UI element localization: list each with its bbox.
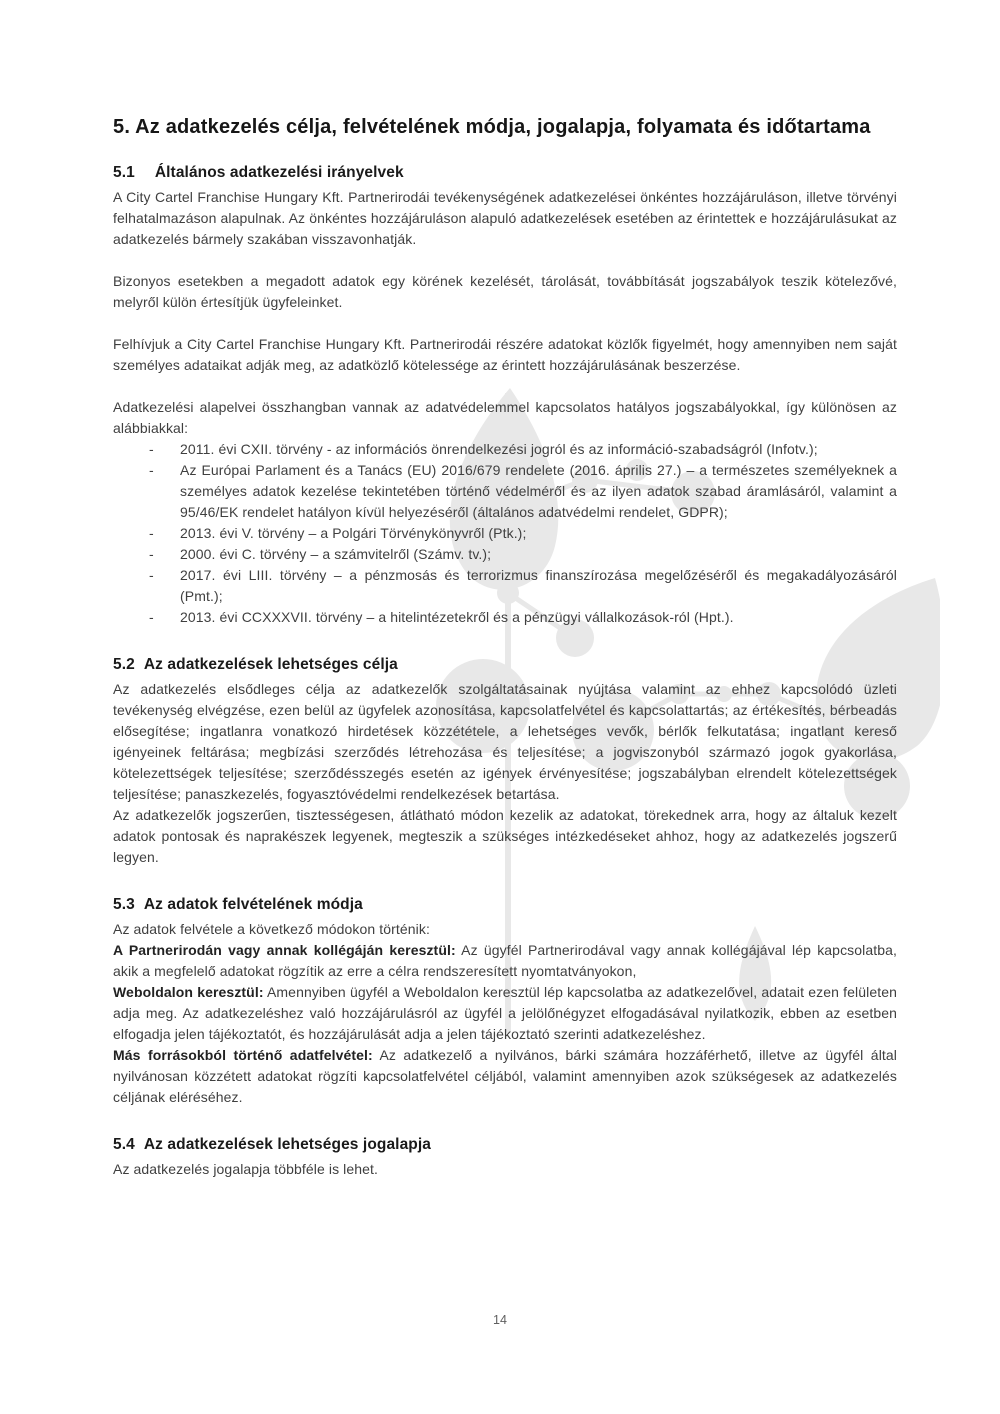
law-list-item xyxy=(113,460,897,523)
law-list xyxy=(113,439,897,628)
paragraph: Az adatok felvétele a következő módokon történik: xyxy=(113,921,430,937)
law-list-item-text: 2011. évi CXII. törvény - az információs önrendelkezési jogról és az információ-szabadságról (Infotv.); xyxy=(180,441,818,457)
paragraph-method-office xyxy=(113,940,897,982)
paragraph: A City Cartel Franchise Hungary Kft. Partnerirodái tevékenységének adatkezelései önkéntes hozzájáruláson, illetve törvényi felhatalmazáson alapulnak. Az önkéntes hozzájáruláson alapuló adatkezelések esetében az érintettek e hozzájárulásukat az adatkezelés bármely szakában visszavonhatják. xyxy=(113,189,897,247)
bullet-dash: - xyxy=(149,546,154,562)
document-body xyxy=(113,112,897,1180)
section-5-2-heading xyxy=(113,654,897,676)
law-list-item xyxy=(113,439,897,460)
section-number: 5.1 xyxy=(113,164,135,181)
law-list-item xyxy=(113,565,897,607)
law-list-item-text: Az Európai Parlament és a Tanács (EU) 2016/679 rendelete (2016. április 27.) – a természetes személyeknek a személyes adatok kezelése tekintetében történő védelméről és az ilyen adatok szabad áramlásáról, valamint a 95/46/EK rendelet hatályon kívül helyezéséről (általános adatvédelmi rendelet, GDPR); xyxy=(180,462,897,520)
section-heading-text: Az adatok felvételének módja xyxy=(143,896,363,913)
page-number: 14 xyxy=(493,1313,507,1327)
law-list-item xyxy=(113,523,897,544)
section-5-4-heading xyxy=(113,1134,897,1156)
law-list-item-text: 2013. évi CCXXXVII. törvény – a hitelintézetekről és a pénzügyi vállalkozások-ról (Hpt.). xyxy=(180,609,734,625)
law-list-item xyxy=(113,607,897,628)
bullet-dash: - xyxy=(149,609,154,625)
bullet-dash: - xyxy=(149,462,154,478)
method-label: Más forrásokból történő adatfelvétel: xyxy=(113,1047,373,1063)
paragraph: Felhívjuk a City Cartel Franchise Hungary Kft. Partnerirodái részére adatokat közlők figyelmét, hogy amennyiben nem saját személyes adataikat adják meg, az adatközlő kötelessége az érintett hozzájárulásának beszerzése. xyxy=(113,336,897,373)
section-heading-text: Az adatkezelések lehetséges célja xyxy=(143,656,398,673)
method-label: Weboldalon keresztül: xyxy=(113,984,264,1000)
section-heading-text: Az adatkezelések lehetséges jogalapja xyxy=(143,1136,432,1153)
section-number: 5.4 xyxy=(113,1136,135,1153)
law-list-item xyxy=(113,544,897,565)
bullet-dash: - xyxy=(149,441,154,457)
law-list-item-text: 2017. évi LIII. törvény – a pénzmosás és terrorizmus finanszírozása megelőzéséről és megakadályozásáról (Pmt.); xyxy=(180,567,897,604)
paragraph: Az adatkezelés jogalapja többféle is lehet. xyxy=(113,1161,379,1177)
paragraph: Adatkezelési alapelvei összhangban vannak az adatvédelemmel kapcsolatos hatályos jogszabályokkal, így különösen az alábbiakkal: xyxy=(113,399,897,436)
bullet-dash: - xyxy=(149,525,154,541)
paragraph-method-website xyxy=(113,982,897,1045)
method-text: Az ügyfél Partnerirodával vagy annak kollégájával lép kapcsolatba, akik a megfelelő adatokat rögzítik az erre a célra rendszeresített nyomtatványokon, xyxy=(113,942,897,979)
section-5-2 xyxy=(113,654,897,868)
section-5-1 xyxy=(113,162,897,628)
section-5-3-heading xyxy=(113,894,897,916)
page-title: 5. Az adatkezelés célja, felvételének módja, jogalapja, folyamata és időtartama xyxy=(113,116,871,138)
law-list-item-text: 2000. évi C. törvény – a számvitelről (Számv. tv.); xyxy=(180,546,492,562)
section-number: 5.2 xyxy=(113,656,135,673)
section-number: 5.3 xyxy=(113,896,135,913)
method-text: Amennyiben ügyfél a Weboldalon keresztül lép kapcsolatba az adatkezelővel, adatait ezen felületen adja meg. Az adatkezeléshez való hozzájárulásról az ügyfél a jelölőnégyzet elfogadásával nyilatkozik, ebben az esetben elfogadja jelen tájékoztatót, és hozzájárulását adja a jelen tájékoztató szerinti adatkezeléshez. xyxy=(113,984,897,1042)
section-5-1-heading xyxy=(113,162,897,184)
section-heading-text: Általános adatkezelési irányelvek xyxy=(154,164,404,181)
bullet-dash: - xyxy=(149,567,154,583)
section-5-4 xyxy=(113,1134,897,1180)
section-5-3 xyxy=(113,894,897,1108)
method-label: A Partnerirodán vagy annak kollégáján keresztül: xyxy=(113,942,456,958)
paragraph-method-other-sources xyxy=(113,1045,897,1108)
paragraph: Bizonyos esetekben a megadott adatok egy körének kezelését, tárolását, továbbítását jogszabályok teszik kötelezővé, melyről külön értesítjük ügyfeleinket. xyxy=(113,273,897,310)
method-text: Az adatkezelő a nyilvános, bárki számára hozzáférhető, illetve az ügyfél által nyilvánosan közzétett adatokat rögzíti kapcsolatfelvétel céljából, valamint amennyiben azok szükségesek az adatkezelés céljának eléréséhez. xyxy=(113,1047,897,1105)
law-list-item-text: 2013. évi V. törvény – a Polgári Törvénykönyvről (Ptk.); xyxy=(180,525,527,541)
paragraph: Az adatkezelés elsődleges célja az adatkezelők szolgáltatásainak nyújtása valamint az ehhez kapcsolódó üzleti tevékenység elvégzése, ezen belül az ügyfelek azonosítása, kapcsolatfelvétel és kapcsolattartás; az értékesítés, bérbeadás elősegítése; ingatlanra vonatkozó hirdetések közzététele, a lehetséges vevők, bérlők felkutatása; ingatlant kereső igényeinek feltárása; megbízási szerződés létrehozása és teljesítése; a jogviszonyból származó jogok gyakorlása, kötelezettségek teljesítése; szerződésszegés esetén az igények érvényesítése; jogszabályban elrendelt kötelezettségek teljesítése; panaszkezelés, fogyasztóvédelmi rendelkezések betartása. xyxy=(113,681,897,802)
paragraph: Az adatkezelők jogszerűen, tisztességesen, átlátható módon kezelik az adatokat, törekednek arra, hogy az általuk kezelt adatok pontosak és naprakészek legyenek, megteszik a szükséges intézkedéseket ahhoz, hogy az adatkezelés jogszerű legyen. xyxy=(113,807,897,865)
